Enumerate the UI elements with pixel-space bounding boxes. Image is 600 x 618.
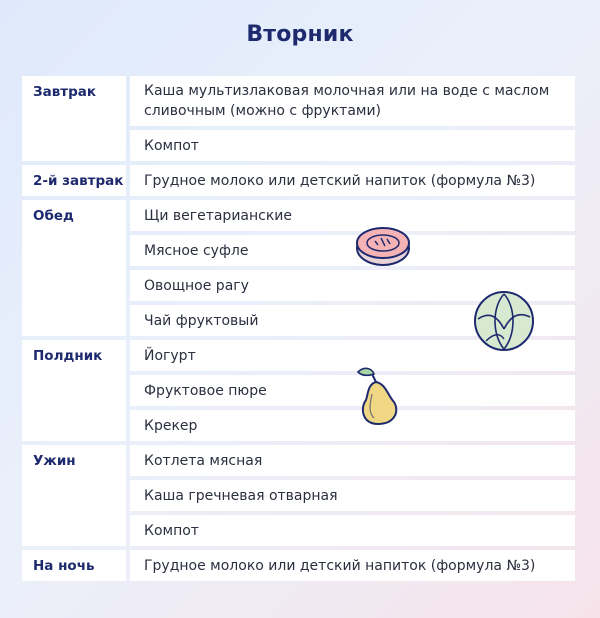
meal-group-second-breakfast [22, 165, 575, 196]
menu-item: Мясное суфле [130, 235, 575, 266]
menu-item: Компот [130, 130, 575, 161]
meal-group-dinner [22, 445, 575, 546]
meal-label: Обед [22, 200, 126, 336]
menu-item: Каша гречневая отварная [130, 480, 575, 511]
meal-group-bedtime [22, 550, 575, 581]
cabbage-icon [472, 289, 536, 353]
meal-label: Полдник [22, 340, 126, 441]
pear-icon [346, 364, 404, 428]
menu-item: Овощное рагу [130, 270, 575, 301]
meal-label: На ночь [22, 550, 126, 581]
menu-item: Крекер [130, 410, 575, 441]
meal-label: 2-й завтрак [22, 165, 126, 196]
menu-item: Грудное молоко или детский напиток (формула №3) [130, 550, 575, 581]
menu-item: Котлета мясная [130, 445, 575, 476]
meal-group-afternoon-snack [22, 340, 575, 441]
meal-label: Ужин [22, 445, 126, 546]
meal-group-breakfast [22, 76, 575, 161]
meal-label: Завтрак [22, 76, 126, 161]
menu-item: Чай фруктовый [130, 305, 575, 336]
page-title: Вторник [246, 22, 354, 47]
menu-item: Компот [130, 515, 575, 546]
cracker-icon [354, 224, 412, 268]
menu-item: Фруктовое пюре [130, 375, 575, 406]
menu-item: Йогурт [130, 340, 575, 371]
menu-item: Каша мультизлаковая молочная или на воде с маслом сливочным (можно с фруктами) [130, 76, 575, 126]
menu-item: Грудное молоко или детский напиток (формула №3) [130, 165, 575, 196]
menu-item: Щи вегетарианские [130, 200, 575, 231]
